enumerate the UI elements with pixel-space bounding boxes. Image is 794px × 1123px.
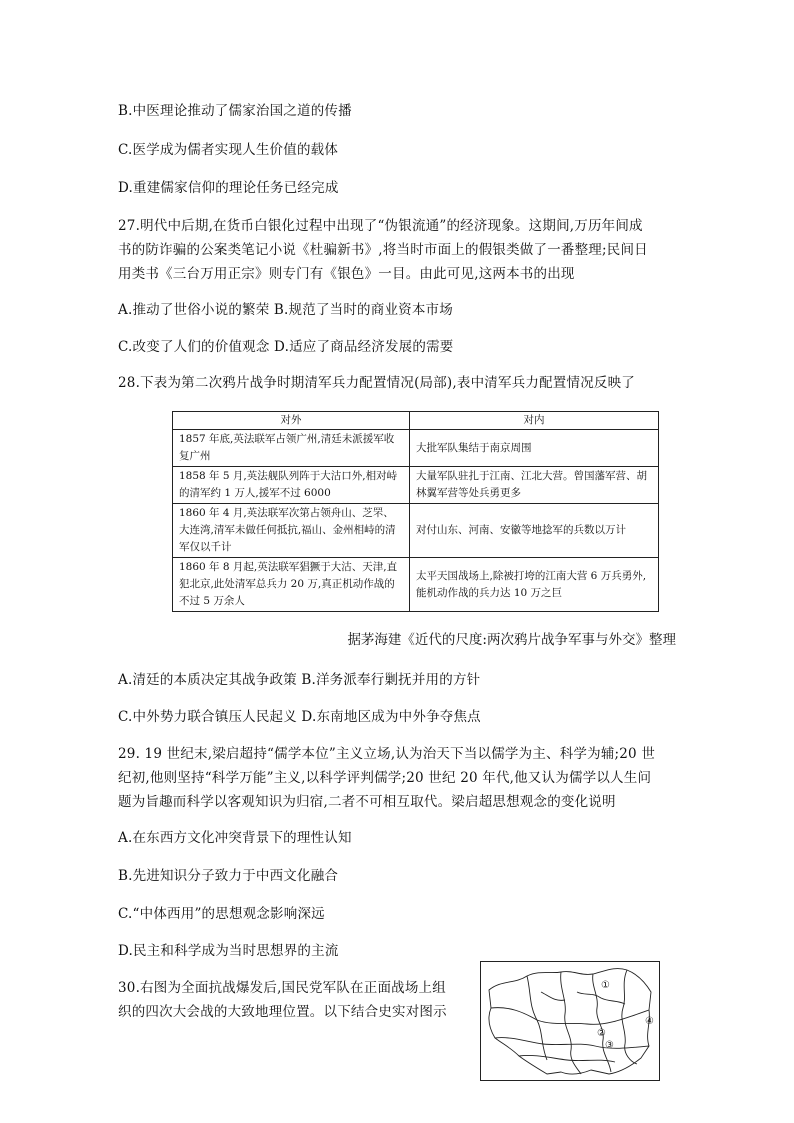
q28-option-cd: C.中外势力联合镇压人民起义 D.东南地区成为中外争夺焦点 <box>118 709 481 725</box>
map-marker-4: ④ <box>645 1016 654 1027</box>
table-row <box>173 467 659 504</box>
map-region <box>577 992 625 1004</box>
map-region <box>519 1055 615 1062</box>
map-marker-1: ① <box>601 980 610 991</box>
q26-option-d: D.重建儒家信仰的理论任务已经完成 <box>118 180 339 196</box>
map-marker-2: ② <box>597 1028 606 1039</box>
q26-option-c: C.医学成为儒者实现人生价值的载体 <box>118 142 339 158</box>
table-header-domestic: 对内 <box>410 412 659 430</box>
table-cell: 大批军队集结于南京周围 <box>410 430 659 467</box>
q30-stem-line: 织的四次大会战的大致地理位置。以下结合史实对图示 <box>118 1004 447 1020</box>
table-row <box>173 558 659 612</box>
table-row <box>173 504 659 558</box>
q29-stem-line: 29. 19 世纪末,梁启超持“儒学本位”主义立场,认为治天下当以儒学为主、科学为辅;20 世 <box>118 746 656 762</box>
q29-option-c: C.“中体西用”的思想观念影响深远 <box>118 906 325 922</box>
map-region <box>541 992 565 1000</box>
map-marker-3: ③ <box>605 1040 614 1051</box>
map-region <box>495 1038 649 1049</box>
battle-location-map <box>480 961 660 1081</box>
table-cell: 1860 年 8 月起,英法联军猖獗于大沽、天津,直犯北京,此处清军总兵力 20 万,真正机动作战的不过 5 万余人 <box>173 558 410 612</box>
table-cell: 1860 年 4 月,英法联军次第占领舟山、芝罘、大连湾,清军未做任何抵抗,福山、金州相峙的清军仅以千计 <box>173 504 410 558</box>
table-header-foreign: 对外 <box>173 412 410 430</box>
q27-stem-line: 27.明代中后期,在货币白银化过程中出现了“伪银流通”的经济现象。这期间,万历年间成 <box>118 218 643 234</box>
q28-option-ab: A.清廷的本质决定其战争政策 B.洋务派奉行剿抚并用的方针 <box>118 672 481 688</box>
map-region <box>527 976 547 1060</box>
table-row <box>173 430 659 467</box>
q26-option-b: B.中医理论推动了儒家治国之道的传播 <box>118 103 352 119</box>
table-cell: 对付山东、河南、安徽等地捻军的兵数以万计 <box>410 504 659 558</box>
q27-stem-line: 用类书《三台万用正宗》则专门有《银色》一目。由此可见,这两本书的出现 <box>118 266 575 282</box>
q28-stem: 28.下表为第二次鸦片战争时期清军兵力配置情况(局部),表中清军兵力配置情况反映了 <box>118 375 635 391</box>
q27-option-cd: C.改变了人们的价值观念 D.适应了商品经济发展的需要 <box>118 339 454 355</box>
table-cell: 1857 年底,英法联军占领广州,清廷未派援军收复广州 <box>173 430 410 467</box>
map-region <box>491 1008 649 1025</box>
q29-option-b: B.先进知识分子致力于中西文化融合 <box>118 868 339 884</box>
table-cell: 太平天国战场上,除被打垮的江南大营 6 万兵勇外,能机动作战的兵力达 10 万之巨 <box>410 558 659 612</box>
q29-stem-line: 纪初,他则坚持“科学万能”主义,以科学评判儒学;20 世纪 20 年代,他又认为儒学以人生问 <box>118 770 652 786</box>
table-cell: 大量军队驻扎于江南、江北大营。曾国藩军营、胡林翼军营等处兵勇更多 <box>410 467 659 504</box>
q27-stem-line: 书的防诈骗的公案类笔记小说《杜骗新书》,将当时市面上的假银类做了一番整理;民间日 <box>118 242 648 258</box>
q29-stem-line: 题为旨趣而科学以客观知识为归宿,二者不可相互取代。梁启超思想观念的变化说明 <box>118 794 616 810</box>
q27-option-ab: A.推动了世俗小说的繁荣 B.规范了当时的商业资本市场 <box>118 302 453 318</box>
q30-stem-line: 30.右图为全面抗战爆发后,国民党军队在正面战场上组 <box>118 980 446 996</box>
map-region <box>489 969 651 1075</box>
table-source-note: 据茅海建《近代的尺度:两次鸦片战争军事与外交》整理 <box>347 632 676 648</box>
q29-option-a: A.在东西方文化冲突背景下的理性认知 <box>118 830 352 846</box>
q29-option-d: D.民主和科学成为当时思想界的主流 <box>118 943 339 959</box>
china-map-outline <box>481 962 659 1080</box>
troop-deployment-table <box>172 411 659 612</box>
table-cell: 1858 年 5 月,英法舰队列阵于大沽口外,相对峙的清军约 1 万人,援军不过 6000 <box>173 467 410 504</box>
